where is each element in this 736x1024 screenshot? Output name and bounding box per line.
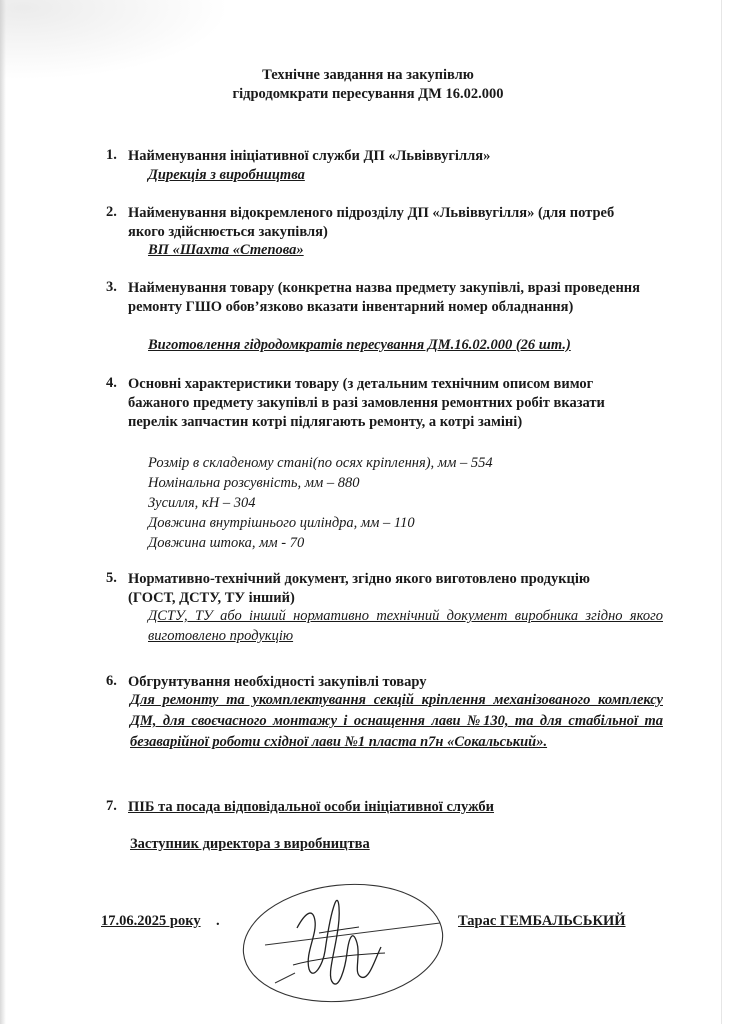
section-7-value: Заступник директора з виробництва	[130, 836, 370, 852]
date-dot: .	[216, 913, 220, 929]
title-line-2: гідродомкрати пересування ДМ 16.02.000	[232, 86, 504, 102]
section-6-number: 6.	[106, 673, 117, 689]
document-title	[0, 66, 736, 104]
scan-right-edge	[721, 0, 722, 1024]
section-5-number: 5.	[106, 570, 117, 586]
section-7-heading: ПІБ та посада відповідальної особи ініціативної служби	[128, 799, 495, 815]
spec-item: Довжина штока, мм - 70	[148, 535, 305, 551]
section-6-heading: Обгрунтування необхідності закупівлі товару	[128, 674, 427, 690]
signer-name: Тарас ГЕМБАЛЬСЬКИЙ	[458, 913, 626, 929]
spec-item: Розмір в складеному стані(по осях кріплення), мм – 554	[148, 455, 493, 471]
section-3-value: Виготовлення гідродомкратів пересування ДМ.16.02.000 (26 шт.)	[148, 337, 571, 353]
title-line-1: Технічне завдання на закупівлю	[262, 67, 474, 83]
section-5-value: ДСТУ, ТУ або інший нормативно технічний документ виробника згідно якого виготовлено продукцію	[148, 608, 663, 644]
section-2-value: ВП «Шахта «Степова»	[148, 242, 304, 258]
section-3-number: 3.	[106, 279, 117, 295]
section-3-heading: Найменування товару (конкретна назва предмету закупівлі, вразі проведення ремонту ГШО обов’язково вказати інвентарний номер обладнання)	[128, 280, 641, 315]
section-5-heading: Нормативно-технічний документ, згідно якого виготовлено продукцію (ГОСТ, ДСТУ, ТУ інший)	[128, 571, 591, 606]
section-7-number: 7.	[106, 798, 117, 814]
spec-item: Зусилля, кН – 304	[148, 495, 256, 511]
section-1-value: Дирекція з виробництва	[148, 167, 305, 183]
section-2-number: 2.	[106, 204, 117, 220]
section-2-heading: Найменування відокремленого підрозділу ДП «Львіввугілля» (для потреб якого здійснюється закупівля)	[128, 205, 615, 240]
spec-item: Номінальна розсувність, мм – 880	[148, 475, 360, 491]
spec-item: Довжина внутрішнього циліндра, мм – 110	[148, 515, 415, 531]
section-4-number: 4.	[106, 375, 117, 391]
handwritten-signature	[235, 873, 455, 1013]
signature-date: 17.06.2025 року	[101, 913, 201, 929]
section-4-heading: Основні характеристики товару (з детальним технічним описом вимог бажаного предмету закупівлі в разі замовлення ремонтних робіт вказати перелік запчастин котрі підлягають ремонту, а котрі заміні)	[128, 376, 605, 430]
scan-left-edge	[0, 0, 6, 1024]
section-6-value: Для ремонту та укомплектування секцій кріплення механізованого комплексу ДМ, для своєчасного монтажу і оснащення лави №130, та для стабільної та безаварійної роботи східної лави №1 пласта п7н «Сокальський».	[130, 692, 663, 750]
section-1-heading: Найменування ініціативної служби ДП «Львіввугілля»	[128, 148, 491, 164]
section-1-number: 1.	[106, 147, 117, 163]
